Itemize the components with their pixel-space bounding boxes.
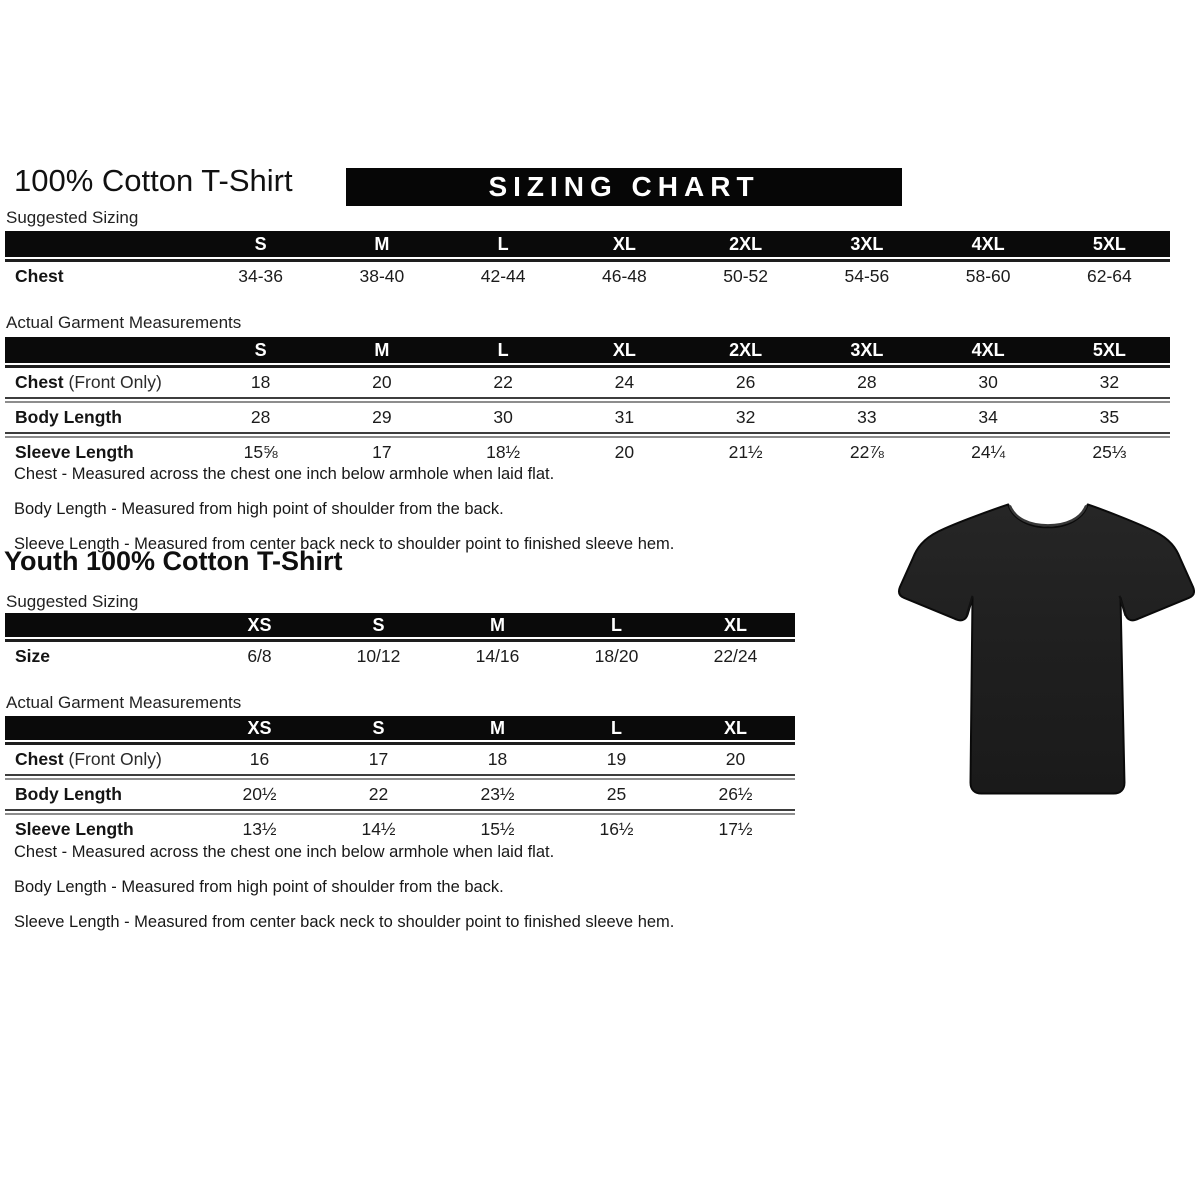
row-label-sleeve-length: Sleeve Length	[15, 819, 134, 839]
size-header-m: M	[374, 339, 390, 360]
size-header-s: S	[254, 339, 267, 360]
size-header-l: L	[611, 717, 622, 738]
row-label-size: Size	[15, 646, 51, 666]
youth-section-title: Youth 100% Cotton T-Shirt	[4, 546, 343, 576]
note-chest: Chest - Measured across the chest one inch below armhole when laid flat.	[14, 843, 555, 861]
sizing-chart-banner	[346, 168, 902, 206]
measurement-value: 30	[978, 372, 998, 392]
measurement-value: 20	[614, 442, 635, 462]
size-value: 14/16	[475, 646, 520, 666]
measurement-value: 26	[735, 372, 756, 392]
note-sleeve-length: Sleeve Length - Measured from center back neck to shoulder point to finished sleeve hem.	[14, 913, 675, 931]
youth-suggested-sizing-label: Suggested Sizing	[6, 592, 139, 611]
size-header-s: S	[372, 614, 385, 635]
row-label-chest-front-only: Chest (Front Only)	[15, 749, 162, 769]
measurement-value: 22	[493, 372, 513, 392]
size-header-m: M	[374, 233, 390, 254]
row-label-sleeve-length: Sleeve Length	[15, 442, 134, 462]
row-label-chest-front-only: Chest (Front Only)	[15, 372, 162, 392]
measurement-value: 18	[487, 749, 508, 769]
row-label-chest: Chest	[15, 266, 64, 286]
measurement-value: 22⅞	[849, 442, 884, 462]
size-header-l: L	[497, 339, 509, 360]
measurement-value: 20½	[242, 784, 277, 804]
measurement-value: 20	[725, 749, 746, 769]
measurement-value: 28	[250, 407, 271, 427]
youth-measurement-notes	[14, 835, 674, 940]
measurement-value: 20	[372, 372, 392, 392]
chest-front-only-row	[5, 368, 1170, 397]
youth-actual-measurements-label: Actual Garment Measurements	[6, 693, 242, 712]
youth-actual-measurements-table	[5, 716, 795, 844]
chest-value: 34-36	[238, 266, 283, 286]
note-chest: Chest - Measured across the chest one inch below armhole when laid flat.	[14, 465, 555, 483]
note-body-length: Body Length - Measured from high point of shoulder from the back.	[14, 878, 504, 896]
measurement-value: 24	[614, 372, 635, 392]
size-row	[5, 642, 795, 671]
measurement-value: 32	[1099, 372, 1120, 392]
chest-value: 50-52	[723, 266, 768, 286]
tshirt-body	[899, 504, 1194, 793]
table-header-row	[5, 231, 1170, 257]
measurement-value: 24¼	[971, 442, 1006, 462]
size-header-5xl: 5XL	[1092, 339, 1126, 360]
sizing-chart-banner-text: SIZING CHART	[488, 171, 760, 202]
size-header-2xl: 2XL	[729, 339, 763, 360]
size-value: 22/24	[713, 646, 758, 666]
size-value: 10/12	[356, 646, 401, 666]
youth-suggested-sizing-table	[5, 613, 795, 671]
measurement-value: 22	[368, 784, 389, 804]
measurement-value: 35	[1099, 407, 1120, 427]
size-header-xs: XS	[247, 614, 272, 635]
size-header-xl: XL	[723, 614, 747, 635]
adult-suggested-sizing-table	[5, 231, 1170, 291]
body-length-row	[5, 403, 1170, 432]
size-header-xs: XS	[247, 717, 272, 738]
chest-value: 62-64	[1086, 266, 1132, 286]
measurement-value: 33	[857, 407, 877, 427]
chest-value: 54-56	[844, 266, 890, 286]
measurement-value: 32	[735, 407, 756, 427]
size-header-4xl: 4XL	[971, 339, 1005, 360]
measurement-value: 18½	[486, 442, 521, 462]
adult-section-title: 100% Cotton T-Shirt	[14, 163, 293, 198]
table-header-row	[5, 337, 1170, 363]
size-header-l: L	[497, 233, 509, 254]
chest-value: 38-40	[359, 266, 405, 286]
size-header-5xl: 5XL	[1092, 233, 1126, 254]
measurement-value: 15⅝	[243, 442, 278, 462]
size-header-2xl: 2XL	[729, 233, 763, 254]
adult-suggested-sizing-label: Suggested Sizing	[6, 208, 139, 227]
adult-actual-measurements-label: Actual Garment Measurements	[6, 313, 242, 332]
measurement-value: 14½	[361, 819, 396, 839]
size-header-s: S	[254, 233, 267, 254]
measurement-value: 21½	[728, 442, 763, 462]
size-header-m: M	[490, 614, 505, 635]
note-body-length: Body Length - Measured from high point of shoulder from the back.	[14, 500, 504, 518]
size-header-xl: XL	[612, 233, 636, 254]
chest-front-only-row	[5, 745, 795, 774]
table-header-row	[5, 716, 795, 740]
chest-value: 58-60	[965, 266, 1011, 286]
measurement-value: 34	[978, 407, 998, 427]
measurement-value: 25	[606, 784, 627, 804]
size-header-4xl: 4XL	[971, 233, 1005, 254]
size-header-3xl: 3XL	[850, 233, 884, 254]
size-header-s: S	[372, 717, 385, 738]
measurement-value: 18	[250, 372, 271, 392]
measurement-value: 25⅓	[1092, 442, 1127, 462]
measurement-value: 16½	[599, 819, 634, 839]
size-value: 18/20	[594, 646, 639, 666]
measurement-value: 30	[493, 407, 513, 427]
measurement-value: 17	[368, 749, 389, 769]
size-header-xl: XL	[612, 339, 636, 360]
size-header-l: L	[611, 614, 622, 635]
measurement-value: 29	[372, 407, 392, 427]
body-length-row	[5, 780, 795, 809]
measurement-value: 17	[372, 442, 392, 462]
measurement-value: 23½	[480, 784, 515, 804]
measurement-value: 17½	[718, 819, 753, 839]
chest-row	[5, 262, 1170, 291]
size-value: 6/8	[247, 646, 272, 666]
measurement-value: 26½	[718, 784, 753, 804]
chest-value: 46-48	[601, 266, 647, 286]
measurement-value: 16	[249, 749, 270, 769]
measurement-value: 19	[606, 749, 627, 769]
size-header-xl: XL	[723, 717, 747, 738]
measurement-value: 31	[614, 407, 635, 427]
measurement-value: 15½	[480, 819, 515, 839]
measurement-value: 28	[857, 372, 877, 392]
size-header-m: M	[490, 717, 505, 738]
measurement-value: 13½	[242, 819, 277, 839]
table-header-row	[5, 613, 795, 637]
row-label-body-length: Body Length	[15, 784, 122, 804]
size-header-3xl: 3XL	[850, 339, 884, 360]
black-tshirt-image	[897, 490, 1195, 805]
note-sleeve-length: Sleeve Length - Measured from center back neck to shoulder point to finished sleeve hem.	[14, 535, 675, 553]
row-label-body-length: Body Length	[15, 407, 122, 427]
adult-actual-measurements-table	[5, 337, 1170, 467]
black-tshirt-graphic	[897, 490, 1195, 805]
chest-value: 42-44	[480, 266, 526, 286]
